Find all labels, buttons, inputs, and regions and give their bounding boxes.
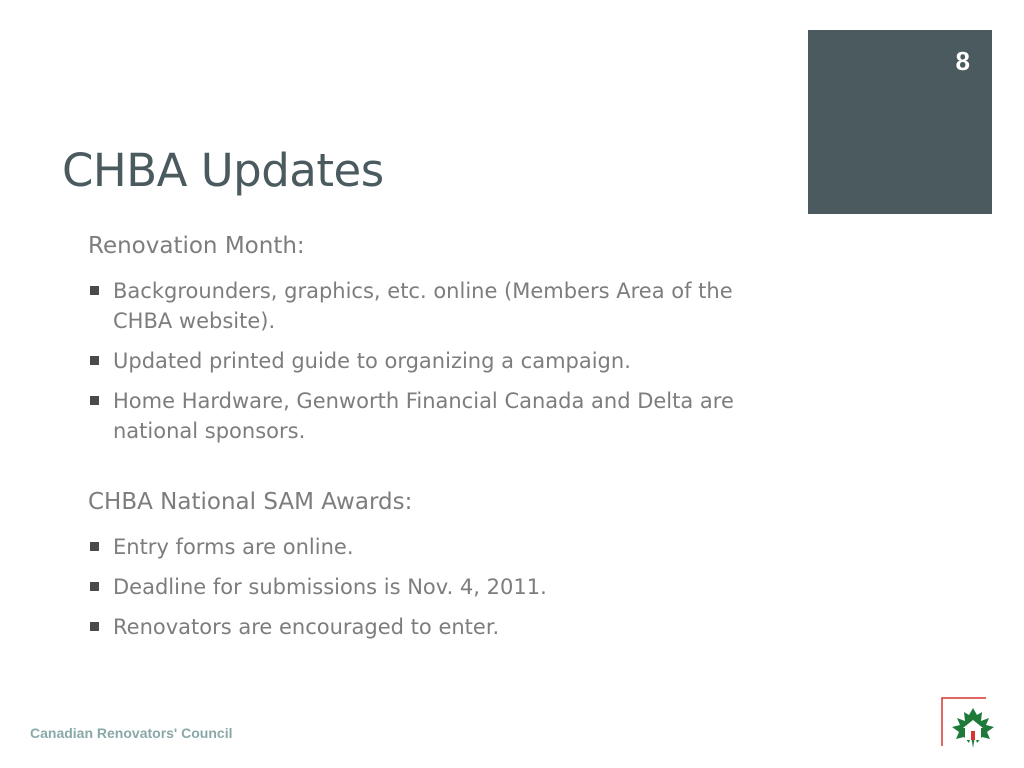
square-bullet-icon xyxy=(90,286,99,295)
square-bullet-icon xyxy=(90,582,99,591)
bullet-item xyxy=(88,276,778,336)
section-heading: CHBA National SAM Awards: xyxy=(88,489,413,515)
footer-organization-name: Canadian Renovators' Council xyxy=(30,725,233,741)
slide-content xyxy=(88,230,778,652)
bullet-text: Updated printed guide to organizing a campaign. xyxy=(113,349,631,373)
bullet-text: Entry forms are online. xyxy=(113,535,354,559)
bullet-text: Deadline for submissions is Nov. 4, 2011. xyxy=(113,575,547,599)
square-bullet-icon xyxy=(90,356,99,365)
square-bullet-icon xyxy=(90,622,99,631)
bullet-text: Home Hardware, Genworth Financial Canada and Delta are national sponsors. xyxy=(113,389,734,443)
bullet-list xyxy=(88,276,778,446)
bullet-item xyxy=(88,572,778,602)
bullet-list xyxy=(88,532,778,642)
slide-title: CHBA Updates xyxy=(62,144,384,197)
slide-number: 8 xyxy=(955,46,970,76)
bullet-text: Backgrounders, graphics, etc. online (Members Area of the CHBA website). xyxy=(113,279,733,333)
section-sam-awards xyxy=(88,486,778,642)
square-bullet-icon xyxy=(90,396,99,405)
bullet-item xyxy=(88,386,778,446)
slide-number-box xyxy=(808,30,992,214)
bullet-item xyxy=(88,612,778,642)
section-heading: Renovation Month: xyxy=(88,233,305,259)
square-bullet-icon xyxy=(90,542,99,551)
bullet-item xyxy=(88,532,778,562)
maple-leaf-house-logo-icon xyxy=(940,696,1002,758)
bullet-text: Renovators are encouraged to enter. xyxy=(113,615,500,639)
section-renovation-month xyxy=(88,230,778,446)
bullet-item xyxy=(88,346,778,376)
